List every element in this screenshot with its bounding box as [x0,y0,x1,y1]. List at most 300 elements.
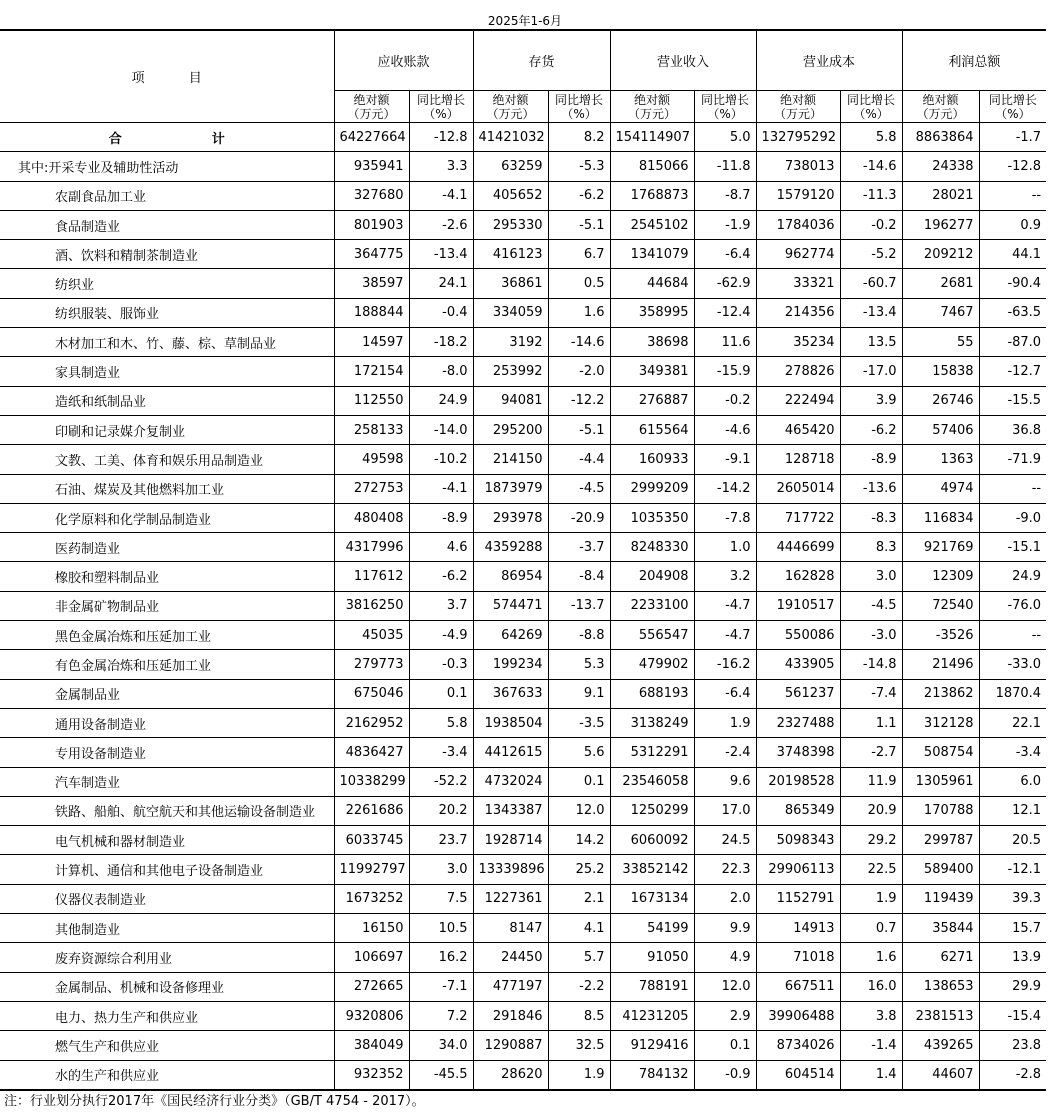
cell-absolute: 44684 [610,269,694,298]
cell-absolute: 172154 [334,357,409,386]
cell-yoy: -15.5 [979,386,1046,415]
cell-yoy: -2.4 [694,738,756,767]
cell-yoy: 0.5 [548,269,610,298]
cell-yoy: 7.5 [409,884,473,913]
cell-yoy: 44.1 [979,240,1046,269]
header-row-groups [0,30,1046,91]
cell-yoy: 9.6 [694,767,756,796]
cell-yoy: 1.6 [840,943,902,972]
cell-absolute: 272665 [334,972,409,1001]
cell-absolute: 1227361 [473,884,548,913]
industry-name: 计算机、通信和其他电子设备制造业 [0,855,334,884]
cell-yoy: -2.7 [840,738,902,767]
cell-yoy: 12.0 [548,796,610,825]
cell-absolute: 8147 [473,914,548,943]
table-row [0,152,1046,181]
cell-yoy: -2.0 [548,357,610,386]
cell-yoy: -6.2 [548,181,610,210]
table-row [0,298,1046,327]
cell-yoy: -- [979,181,1046,210]
cell-yoy: -52.2 [409,767,473,796]
cell-yoy: -11.8 [694,152,756,181]
cell-yoy: -45.5 [409,1060,473,1090]
cell-absolute: 7467 [902,298,979,327]
cell-yoy: -12.2 [548,386,610,415]
cell-absolute: 4836427 [334,738,409,767]
cell-yoy: -18.2 [409,328,473,357]
industry-name: 废弃资源综合利用业 [0,943,334,972]
cell-yoy: 3.0 [409,855,473,884]
cell-absolute: 479902 [610,650,694,679]
cell-absolute: 24450 [473,943,548,972]
cell-absolute: 299787 [902,826,979,855]
cell-yoy: -14.6 [840,152,902,181]
cell-yoy: -6.4 [694,679,756,708]
cell-absolute: 209212 [902,240,979,269]
total-row [0,123,1046,152]
cell-yoy: -8.9 [840,445,902,474]
cell-absolute: 1673134 [610,884,694,913]
cell-absolute: 574471 [473,591,548,620]
table-row [0,621,1046,650]
table-row [0,650,1046,679]
cell-yoy: 2.9 [694,1001,756,1030]
cell-yoy: -4.5 [548,474,610,503]
cell-yoy: -12.8 [409,123,473,152]
cell-absolute: 272753 [334,474,409,503]
cell-yoy: -5.3 [548,152,610,181]
cell-yoy: -4.7 [694,621,756,650]
cell-absolute: 64227664 [334,123,409,152]
cell-absolute: 119439 [902,884,979,913]
cell-absolute: -3526 [902,621,979,650]
cell-yoy: -13.6 [840,474,902,503]
cell-yoy: 39.3 [979,884,1046,913]
cell-yoy: 4.9 [694,943,756,972]
cell-absolute: 2545102 [610,210,694,239]
cell-yoy: 1.9 [548,1060,610,1090]
table-row [0,943,1046,972]
item-column-header: 项 目 [0,30,334,123]
cell-absolute: 1673252 [334,884,409,913]
cell-yoy: -10.2 [409,445,473,474]
cell-yoy: -1.4 [840,1031,902,1060]
cell-yoy: 5.8 [409,708,473,737]
cell-absolute: 9320806 [334,1001,409,1030]
cell-absolute: 112550 [334,386,409,415]
group-header-revenue: 营业收入 [610,30,756,91]
cell-yoy: -8.9 [409,503,473,532]
cell-absolute: 170788 [902,796,979,825]
subheader-absolute: 绝对额 （万元） [756,91,840,123]
cell-absolute: 788191 [610,972,694,1001]
cell-absolute: 276887 [610,386,694,415]
cell-yoy: -71.9 [979,445,1046,474]
cell-yoy: 24.9 [979,562,1046,591]
cell-absolute: 154114907 [610,123,694,152]
cell-absolute: 433905 [756,650,840,679]
industry-name: 石油、煤炭及其他燃料加工业 [0,474,334,503]
cell-absolute: 3816250 [334,591,409,620]
cell-absolute: 36861 [473,269,548,298]
cell-absolute: 312128 [902,708,979,737]
cell-absolute: 962774 [756,240,840,269]
report-period: 2025年1-6月 [487,14,563,28]
cell-yoy: -7.1 [409,972,473,1001]
cell-absolute: 8248330 [610,533,694,562]
industry-name: 纺织业 [0,269,334,298]
cell-yoy: 13.5 [840,328,902,357]
cell-absolute: 132795292 [756,123,840,152]
table-row [0,503,1046,532]
cell-absolute: 6033745 [334,826,409,855]
industry-name: 农副食品加工业 [0,181,334,210]
cell-yoy: 2.0 [694,884,756,913]
table-row [0,738,1046,767]
cell-absolute: 1910517 [756,591,840,620]
cell-absolute: 405652 [473,181,548,210]
cell-absolute: 815066 [610,152,694,181]
cell-absolute: 717722 [756,503,840,532]
cell-yoy: 36.8 [979,415,1046,444]
cell-absolute: 5098343 [756,826,840,855]
industry-name: 医药制造业 [0,533,334,562]
cell-yoy: -8.3 [840,503,902,532]
industry-name: 汽车制造业 [0,767,334,796]
table-row [0,1001,1046,1030]
table-row [0,386,1046,415]
cell-absolute: 615564 [610,415,694,444]
cell-absolute: 55 [902,328,979,357]
cell-yoy: 0.7 [840,914,902,943]
cell-yoy: 24.5 [694,826,756,855]
cell-yoy: 1.9 [840,884,902,913]
cell-yoy: 1.0 [694,533,756,562]
cell-absolute: 128718 [756,445,840,474]
cell-absolute: 6060092 [610,826,694,855]
cell-absolute: 295330 [473,210,548,239]
table-row [0,679,1046,708]
cell-absolute: 1363 [902,445,979,474]
cell-yoy: 1.1 [840,708,902,737]
cell-absolute: 199234 [473,650,548,679]
cell-absolute: 1768873 [610,181,694,210]
cell-absolute: 349381 [610,357,694,386]
cell-absolute: 738013 [756,152,840,181]
cell-absolute: 293978 [473,503,548,532]
table-row [0,767,1046,796]
cell-absolute: 1873979 [473,474,548,503]
industry-name: 金属制品业 [0,679,334,708]
subheader-absolute: 绝对额 （万元） [473,91,548,123]
cell-yoy: -5.1 [548,415,610,444]
cell-yoy: -0.4 [409,298,473,327]
cell-yoy: -7.8 [694,503,756,532]
cell-yoy: -3.4 [409,738,473,767]
cell-yoy: -3.7 [548,533,610,562]
cell-absolute: 1343387 [473,796,548,825]
cell-yoy: 1.4 [840,1060,902,1090]
industry-name: 造纸和纸制品业 [0,386,334,415]
cell-absolute: 675046 [334,679,409,708]
cell-absolute: 13339896 [473,855,548,884]
cell-yoy: -0.9 [694,1060,756,1090]
cell-absolute: 334059 [473,298,548,327]
cell-absolute: 3138249 [610,708,694,737]
cell-yoy: -4.1 [409,474,473,503]
cell-absolute: 35234 [756,328,840,357]
cell-absolute: 117612 [334,562,409,591]
cell-absolute: 71018 [756,943,840,972]
industry-statistics-table [0,29,1046,1091]
cell-absolute: 688193 [610,679,694,708]
industry-name: 电气机械和器材制造业 [0,826,334,855]
cell-yoy: 11.6 [694,328,756,357]
subheader-yoy: 同比增长 （%） [409,91,473,123]
table-body [0,123,1046,1090]
cell-yoy: 0.1 [548,767,610,796]
cell-yoy: 3.2 [694,562,756,591]
cell-yoy: 8.3 [840,533,902,562]
cell-absolute: 196277 [902,210,979,239]
industry-name: 通用设备制造业 [0,708,334,737]
table-row [0,328,1046,357]
cell-absolute: 550086 [756,621,840,650]
cell-absolute: 35844 [902,914,979,943]
cell-absolute: 556547 [610,621,694,650]
cell-yoy: 24.9 [409,386,473,415]
industry-name: 其他制造业 [0,914,334,943]
cell-yoy: 22.5 [840,855,902,884]
table-row [0,415,1046,444]
cell-yoy: -8.8 [548,621,610,650]
cell-absolute: 57406 [902,415,979,444]
cell-absolute: 364775 [334,240,409,269]
cell-yoy: 22.1 [979,708,1046,737]
cell-yoy: -- [979,621,1046,650]
industry-name: 金属制品、机械和设备修理业 [0,972,334,1001]
cell-yoy: -4.7 [694,591,756,620]
cell-absolute: 20198528 [756,767,840,796]
cell-yoy: 1870.4 [979,679,1046,708]
industry-name: 其中:开采专业及辅助性活动 [0,152,334,181]
cell-absolute: 214150 [473,445,548,474]
cell-absolute: 11992797 [334,855,409,884]
cell-yoy: 5.3 [548,650,610,679]
industry-name: 家具制造业 [0,357,334,386]
cell-absolute: 3192 [473,328,548,357]
cell-yoy: -8.4 [548,562,610,591]
cell-yoy: -4.6 [694,415,756,444]
cell-absolute: 1250299 [610,796,694,825]
subheader-yoy: 同比增长 （%） [548,91,610,123]
cell-absolute: 1290887 [473,1031,548,1060]
table-row [0,210,1046,239]
cell-absolute: 921769 [902,533,979,562]
cell-absolute: 45035 [334,621,409,650]
cell-yoy: -3.5 [548,708,610,737]
cell-yoy: -4.1 [409,181,473,210]
cell-absolute: 1928714 [473,826,548,855]
cell-yoy: 23.7 [409,826,473,855]
cell-yoy: 34.0 [409,1031,473,1060]
cell-yoy: 29.2 [840,826,902,855]
cell-absolute: 935941 [334,152,409,181]
cell-yoy: -7.4 [840,679,902,708]
cell-absolute: 28021 [902,181,979,210]
footnote: 注：行业划分执行2017年《国民经济行业分类》（GB/T 4754 - 2017）。 [4,1094,425,1109]
cell-yoy: 0.1 [694,1031,756,1060]
cell-absolute: 2999209 [610,474,694,503]
industry-name: 文教、工美、体育和娱乐用品制造业 [0,445,334,474]
cell-yoy: 24.1 [409,269,473,298]
cell-yoy: -3.0 [840,621,902,650]
table-row [0,181,1046,210]
cell-yoy: 17.0 [694,796,756,825]
cell-absolute: 667511 [756,972,840,1001]
cell-absolute: 4412615 [473,738,548,767]
cell-yoy: -15.4 [979,1001,1046,1030]
table-row [0,796,1046,825]
cell-yoy: 6.0 [979,767,1046,796]
cell-yoy: 12.1 [979,796,1046,825]
cell-yoy: 3.3 [409,152,473,181]
cell-absolute: 6271 [902,943,979,972]
industry-name: 燃气生产和供应业 [0,1031,334,1060]
cell-absolute: 16150 [334,914,409,943]
cell-yoy: -76.0 [979,591,1046,620]
group-header-profit: 利润总额 [902,30,1046,91]
cell-absolute: 3748398 [756,738,840,767]
cell-yoy: 16.2 [409,943,473,972]
cell-yoy: 23.8 [979,1031,1046,1060]
cell-absolute: 14597 [334,328,409,357]
cell-absolute: 1152791 [756,884,840,913]
cell-absolute: 64269 [473,621,548,650]
cell-absolute: 33852142 [610,855,694,884]
cell-yoy: -15.9 [694,357,756,386]
cell-absolute: 1938504 [473,708,548,737]
subheader-absolute: 绝对额 （万元） [610,91,694,123]
table-row [0,855,1046,884]
cell-absolute: 5312291 [610,738,694,767]
cell-absolute: 367633 [473,679,548,708]
cell-absolute: 1784036 [756,210,840,239]
cell-yoy: 0.9 [979,210,1046,239]
cell-yoy: -16.2 [694,650,756,679]
table-row [0,591,1046,620]
cell-yoy: 8.5 [548,1001,610,1030]
cell-absolute: 33321 [756,269,840,298]
cell-absolute: 1579120 [756,181,840,210]
subheader-yoy: 同比增长 （%） [979,91,1046,123]
cell-yoy: -5.1 [548,210,610,239]
table-row [0,884,1046,913]
cell-yoy: 32.5 [548,1031,610,1060]
industry-name: 木材加工和木、竹、藤、棕、草制品业 [0,328,334,357]
industry-name: 黑色金属冶炼和压延加工业 [0,621,334,650]
table-row [0,240,1046,269]
table-row [0,269,1046,298]
cell-yoy: 4.6 [409,533,473,562]
cell-absolute: 29906113 [756,855,840,884]
cell-yoy: -14.6 [548,328,610,357]
cell-absolute: 188844 [334,298,409,327]
cell-absolute: 162828 [756,562,840,591]
cell-absolute: 439265 [902,1031,979,1060]
cell-absolute: 15838 [902,357,979,386]
cell-yoy: -8.0 [409,357,473,386]
group-header-cost: 营业成本 [756,30,902,91]
cell-yoy: 5.8 [840,123,902,152]
table-row [0,445,1046,474]
cell-absolute: 589400 [902,855,979,884]
industry-name: 水的生产和供应业 [0,1060,334,1090]
cell-absolute: 2162952 [334,708,409,737]
cell-absolute: 4974 [902,474,979,503]
cell-yoy: -33.0 [979,650,1046,679]
cell-yoy: -90.4 [979,269,1046,298]
cell-yoy: -8.7 [694,181,756,210]
cell-yoy: -20.9 [548,503,610,532]
cell-absolute: 116834 [902,503,979,532]
cell-absolute: 4446699 [756,533,840,562]
cell-absolute: 508754 [902,738,979,767]
cell-yoy: -1.7 [979,123,1046,152]
cell-yoy: -4.4 [548,445,610,474]
cell-yoy: -2.8 [979,1060,1046,1090]
cell-absolute: 4317996 [334,533,409,562]
cell-yoy: -4.9 [409,621,473,650]
cell-absolute: 1035350 [610,503,694,532]
cell-yoy: -13.4 [840,298,902,327]
cell-yoy: 4.1 [548,914,610,943]
table-row [0,562,1046,591]
cell-absolute: 9129416 [610,1031,694,1060]
cell-yoy: -12.1 [979,855,1046,884]
table-row [0,914,1046,943]
cell-yoy: 16.0 [840,972,902,1001]
cell-yoy: 10.5 [409,914,473,943]
cell-yoy: -6.4 [694,240,756,269]
cell-yoy: -14.2 [694,474,756,503]
cell-yoy: -0.2 [840,210,902,239]
industry-name: 食品制造业 [0,210,334,239]
cell-absolute: 416123 [473,240,548,269]
cell-absolute: 14913 [756,914,840,943]
cell-absolute: 465420 [756,415,840,444]
cell-absolute: 2233100 [610,591,694,620]
industry-name: 电力、热力生产和供应业 [0,1001,334,1030]
cell-absolute: 94081 [473,386,548,415]
cell-yoy: 13.9 [979,943,1046,972]
cell-yoy: -0.2 [694,386,756,415]
cell-yoy: 9.9 [694,914,756,943]
table-row [0,972,1046,1001]
cell-yoy: -6.2 [409,562,473,591]
subheader-absolute: 绝对额 （万元） [334,91,409,123]
cell-absolute: 213862 [902,679,979,708]
cell-absolute: 258133 [334,415,409,444]
cell-absolute: 604514 [756,1060,840,1090]
table-row [0,1031,1046,1060]
cell-absolute: 138653 [902,972,979,1001]
cell-yoy: -1.9 [694,210,756,239]
cell-yoy: -87.0 [979,328,1046,357]
cell-yoy: -12.7 [979,357,1046,386]
industry-name: 有色金属冶炼和压延加工业 [0,650,334,679]
cell-yoy: -13.7 [548,591,610,620]
